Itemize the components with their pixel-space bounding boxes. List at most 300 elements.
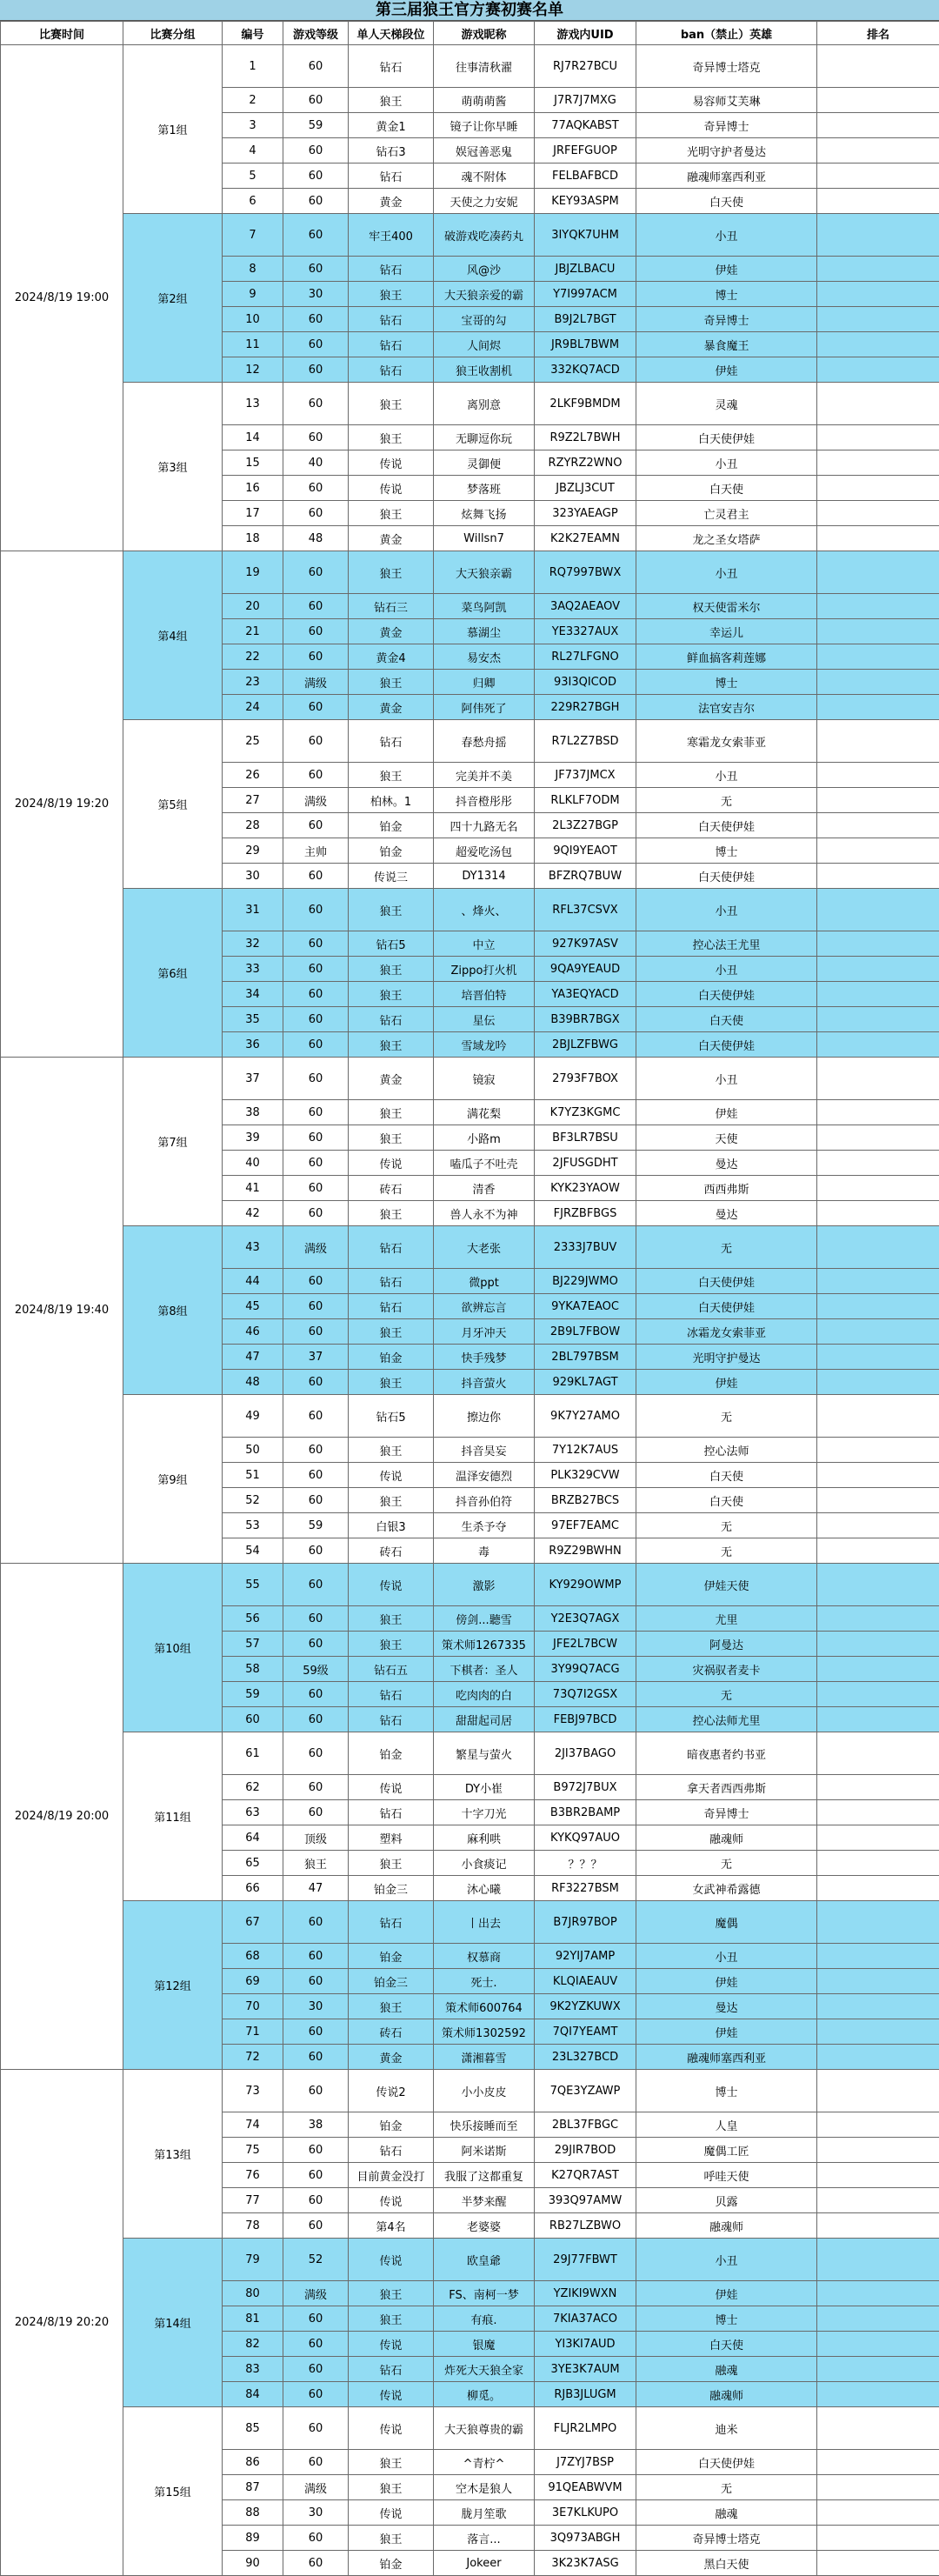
placement-cell [817, 1294, 939, 1319]
rank-cell: 狼王 [349, 1851, 434, 1876]
level-cell: 60 [283, 1632, 349, 1657]
number-cell: 11 [223, 332, 283, 357]
placement-cell [817, 957, 939, 982]
rank-cell: 传说三 [349, 864, 434, 889]
uid-cell: RZYRZ2WNO [535, 450, 636, 476]
placement-cell [817, 526, 939, 551]
placement-cell [817, 763, 939, 788]
ban-hero-cell: 白天使 [636, 1007, 817, 1032]
rank-cell: 钻石 [349, 332, 434, 357]
ban-hero-cell: 白天使 [636, 1488, 817, 1513]
group-cell: 第3组 [123, 383, 223, 551]
placement-cell [817, 1657, 939, 1682]
placement-cell [817, 594, 939, 619]
nickname-cell: Zippo打火机 [434, 957, 535, 982]
ban-hero-cell: 尤里 [636, 1606, 817, 1632]
ban-hero-cell: 融魂师 [636, 2213, 817, 2239]
nickname-cell: 星伝 [434, 1007, 535, 1032]
level-cell: 60 [283, 425, 349, 450]
group-cell: 第11组 [123, 1732, 223, 1901]
nickname-cell: 灵御便 [434, 450, 535, 476]
level-cell: 60 [283, 1151, 349, 1176]
level-cell: 60 [283, 1294, 349, 1319]
group-cell: 第14组 [123, 2239, 223, 2407]
ban-hero-cell: 无 [636, 2475, 817, 2500]
group-cell: 第10组 [123, 1564, 223, 1732]
nickname-cell: 月牙冲天 [434, 1319, 535, 1345]
nickname-cell: 阿伟死了 [434, 695, 535, 720]
ban-hero-cell: 伊娃 [636, 1370, 817, 1395]
placement-cell [817, 1800, 939, 1825]
uid-cell: K27QR7AST [535, 2163, 636, 2188]
rank-cell: 钻石 [349, 45, 434, 88]
placement-cell [817, 1707, 939, 1732]
placement-cell [817, 1876, 939, 1901]
rank-cell: 狼王 [349, 1201, 434, 1226]
rank-cell: 黄金 [349, 2045, 434, 2070]
level-cell: 60 [283, 1732, 349, 1775]
uid-cell: 92YIJ7AMP [535, 1944, 636, 1969]
ban-hero-cell: 融魂师塞西利亚 [636, 164, 817, 189]
level-cell: 60 [283, 257, 349, 282]
ban-hero-cell: 天使 [636, 1125, 817, 1151]
level-cell: 60 [283, 2163, 349, 2188]
rank-cell: 钻石 [349, 1007, 434, 1032]
rank-cell: 狼王 [349, 551, 434, 594]
placement-cell [817, 1606, 939, 1632]
number-cell: 49 [223, 1395, 283, 1438]
ban-hero-cell: 人皇 [636, 2112, 817, 2138]
uid-cell: PLK329CVW [535, 1463, 636, 1488]
number-cell: 73 [223, 2070, 283, 2112]
ban-hero-cell: 伊娃 [636, 257, 817, 282]
number-cell: 48 [223, 1370, 283, 1395]
number-cell: 29 [223, 838, 283, 864]
rank-cell: 钻石三 [349, 594, 434, 619]
placement-cell [817, 2281, 939, 2306]
placement-cell [817, 1269, 939, 1294]
rank-cell: 黄金 [349, 526, 434, 551]
rank-cell: 狼王 [349, 763, 434, 788]
nickname-cell: 魂不附体 [434, 164, 535, 189]
placement-cell [817, 1100, 939, 1125]
group-cell: 第8组 [123, 1226, 223, 1395]
ban-hero-cell: 奇异博士 [636, 1800, 817, 1825]
nickname-cell: 权慕商 [434, 1944, 535, 1969]
uid-cell: JBZLJ3CUT [535, 476, 636, 501]
uid-cell: RF3227BSM [535, 1876, 636, 1901]
nickname-cell: 狼王收割机 [434, 357, 535, 383]
rank-cell: 钻石五 [349, 1657, 434, 1682]
level-cell: 60 [283, 720, 349, 763]
table-row [1, 2070, 939, 2112]
placement-cell [817, 889, 939, 931]
ban-hero-cell: 博士 [636, 838, 817, 864]
nickname-cell: Jokeer [434, 2551, 535, 2576]
nickname-cell: 策术师1302592 [434, 2019, 535, 2045]
placement-cell [817, 501, 939, 526]
nickname-cell: 菜鸟阿凯 [434, 594, 535, 619]
rank-cell: 铂金 [349, 1345, 434, 1370]
level-cell: 60 [283, 357, 349, 383]
level-cell: 60 [283, 1176, 349, 1201]
placement-cell [817, 332, 939, 357]
placement-cell [817, 2332, 939, 2357]
rank-cell: 狼王 [349, 2450, 434, 2475]
nickname-cell: 嗑瓜子不吐壳 [434, 1151, 535, 1176]
number-cell: 45 [223, 1294, 283, 1319]
uid-cell: 927K97ASV [535, 931, 636, 957]
uid-cell: 2JI37BAGO [535, 1732, 636, 1775]
uid-cell: B39BR7BGX [535, 1007, 636, 1032]
uid-cell: 3E7KLKUPO [535, 2500, 636, 2526]
nickname-cell: 微ppt [434, 1269, 535, 1294]
ban-hero-cell: 呼哇天使 [636, 2163, 817, 2188]
uid-cell: 393Q97AMW [535, 2188, 636, 2213]
header-number: 编号 [223, 22, 283, 45]
placement-cell [817, 670, 939, 695]
ban-hero-cell: 小丑 [636, 1058, 817, 1100]
placement-cell [817, 307, 939, 332]
level-cell: 60 [283, 1800, 349, 1825]
number-cell: 56 [223, 1606, 283, 1632]
nickname-cell: 麻利哄 [434, 1825, 535, 1851]
uid-cell: RLKLF7ODM [535, 788, 636, 813]
rank-cell: 钻石 [349, 164, 434, 189]
ban-hero-cell: 白天使 [636, 2332, 817, 2357]
uid-cell: 3Q973ABGH [535, 2526, 636, 2551]
uid-cell: 929KL7AGT [535, 1370, 636, 1395]
level-cell: 60 [283, 1319, 349, 1345]
number-cell: 19 [223, 551, 283, 594]
uid-cell: K7YZ3KGMC [535, 1100, 636, 1125]
rank-cell: 砖石 [349, 1538, 434, 1564]
level-cell: 59 [283, 1513, 349, 1538]
number-cell: 90 [223, 2551, 283, 2576]
number-cell: 54 [223, 1538, 283, 1564]
level-cell: 60 [283, 1682, 349, 1707]
nickname-cell: 阿米诺斯 [434, 2138, 535, 2163]
placement-cell [817, 1201, 939, 1226]
level-cell: 60 [283, 957, 349, 982]
uid-cell: FLJR2LMPO [535, 2407, 636, 2450]
nickname-cell: 傍剑...聽雪 [434, 1606, 535, 1632]
number-cell: 58 [223, 1657, 283, 1682]
level-cell: 60 [283, 594, 349, 619]
nickname-cell: 潇湘暮雪 [434, 2045, 535, 2070]
rank-cell: 传说 [349, 1564, 434, 1606]
placement-cell [817, 88, 939, 113]
level-cell: 满级 [283, 2475, 349, 2500]
number-cell: 76 [223, 2163, 283, 2188]
rank-cell: 铂金 [349, 2551, 434, 2576]
placement-cell [817, 1151, 939, 1176]
ban-hero-cell: 奇异博士塔克 [636, 2526, 817, 2551]
table-row [1, 1732, 939, 1775]
rank-cell: 铂金 [349, 838, 434, 864]
ban-hero-cell: 伊娃 [636, 2019, 817, 2045]
ban-hero-cell: 小丑 [636, 889, 817, 931]
placement-cell [817, 2526, 939, 2551]
level-cell: 38 [283, 2112, 349, 2138]
level-cell: 60 [283, 931, 349, 957]
nickname-cell: 丨出去 [434, 1901, 535, 1944]
placement-cell [817, 2045, 939, 2070]
nickname-cell: ^青柠^ [434, 2450, 535, 2475]
number-cell: 36 [223, 1032, 283, 1058]
level-cell: 60 [283, 1707, 349, 1732]
ban-hero-cell: 灾祸驭者麦卡 [636, 1657, 817, 1682]
number-cell: 35 [223, 1007, 283, 1032]
number-cell: 59 [223, 1682, 283, 1707]
rank-cell: 传说 [349, 476, 434, 501]
number-cell: 1 [223, 45, 283, 88]
level-cell: 48 [283, 526, 349, 551]
number-cell: 50 [223, 1438, 283, 1463]
placement-cell [817, 1370, 939, 1395]
uid-cell: 2LKF9BMDM [535, 383, 636, 425]
uid-cell: 3IYQK7UHM [535, 214, 636, 257]
uid-cell: R9Z29BWHN [535, 1538, 636, 1564]
placement-cell [817, 2070, 939, 2112]
number-cell: 17 [223, 501, 283, 526]
placement-cell [817, 476, 939, 501]
rank-cell: 钻石 [349, 1800, 434, 1825]
number-cell: 25 [223, 720, 283, 763]
number-cell: 66 [223, 1876, 283, 1901]
ban-hero-cell: 伊娃 [636, 1969, 817, 1994]
ban-hero-cell: 控心法王尤里 [636, 931, 817, 957]
uid-cell: 9K2YZKUWX [535, 1994, 636, 2019]
rank-cell: 目前黄金没打 [349, 2163, 434, 2188]
uid-cell: Y2E3Q7AGX [535, 1606, 636, 1632]
uid-cell: BFZRQ7BUW [535, 864, 636, 889]
level-cell: 60 [283, 864, 349, 889]
number-cell: 57 [223, 1632, 283, 1657]
level-cell: 52 [283, 2239, 349, 2281]
rank-cell: 传说 [349, 2407, 434, 2450]
number-cell: 68 [223, 1944, 283, 1969]
nickname-cell: 繁星与萤火 [434, 1732, 535, 1775]
placement-cell [817, 1125, 939, 1151]
rank-cell: 狼王 [349, 670, 434, 695]
placement-cell [817, 1345, 939, 1370]
ban-hero-cell: 无 [636, 1395, 817, 1438]
uid-cell: Y7I997ACM [535, 282, 636, 307]
rank-cell: 钻石 [349, 2357, 434, 2382]
placement-cell [817, 2239, 939, 2281]
number-cell: 26 [223, 763, 283, 788]
number-cell: 69 [223, 1969, 283, 1994]
level-cell: 60 [283, 813, 349, 838]
uid-cell: BRZB27BCS [535, 1488, 636, 1513]
ban-hero-cell: 迪米 [636, 2407, 817, 2450]
nickname-cell: 天使之力安妮 [434, 189, 535, 214]
rank-cell: 黄金1 [349, 113, 434, 138]
number-cell: 33 [223, 957, 283, 982]
ban-hero-cell: 魔偶工匠 [636, 2138, 817, 2163]
table-row [1, 2239, 939, 2281]
ban-hero-cell: 无 [636, 1513, 817, 1538]
table-row [1, 1226, 939, 1269]
level-cell: 60 [283, 1463, 349, 1488]
nickname-cell: 死士. [434, 1969, 535, 1994]
rank-cell: 狼王 [349, 88, 434, 113]
rank-cell: 钻石 [349, 720, 434, 763]
number-cell: 88 [223, 2500, 283, 2526]
uid-cell: 29JIR7BOD [535, 2138, 636, 2163]
placement-cell [817, 1488, 939, 1513]
header-time: 比赛时间 [1, 22, 123, 45]
ban-hero-cell: 奇异博士 [636, 307, 817, 332]
ban-hero-cell: 无 [636, 1682, 817, 1707]
nickname-cell: 完美并不美 [434, 763, 535, 788]
level-cell: 60 [283, 383, 349, 425]
rank-cell: 狼王 [349, 282, 434, 307]
uid-cell: J7R7J7MXG [535, 88, 636, 113]
rank-cell: 砖石 [349, 1176, 434, 1201]
rank-cell: 黄金 [349, 695, 434, 720]
ban-hero-cell: 小丑 [636, 214, 817, 257]
placement-cell [817, 1901, 939, 1944]
rank-cell: 传说 [349, 1463, 434, 1488]
nickname-cell: 策术师1267335 [434, 1632, 535, 1657]
placement-cell [817, 2213, 939, 2239]
table-row [1, 1901, 939, 1944]
number-cell: 78 [223, 2213, 283, 2239]
nickname-cell: 十字刀光 [434, 1800, 535, 1825]
placement-cell [817, 2475, 939, 2500]
nickname-cell: DY1314 [434, 864, 535, 889]
nickname-cell: 老婆婆 [434, 2213, 535, 2239]
nickname-cell: 毒 [434, 1538, 535, 1564]
ban-hero-cell: 白天使 [636, 1463, 817, 1488]
level-cell: 满级 [283, 1226, 349, 1269]
placement-cell [817, 383, 939, 425]
uid-cell: 23L327BCD [535, 2045, 636, 2070]
ban-hero-cell: 伊娃 [636, 2281, 817, 2306]
placement-cell [817, 838, 939, 864]
rank-cell: 传说 [349, 1151, 434, 1176]
rank-cell: 铂金 [349, 1732, 434, 1775]
rank-cell: 狼王 [349, 383, 434, 425]
level-cell: 60 [283, 2450, 349, 2475]
placement-cell [817, 788, 939, 813]
nickname-cell: 大老张 [434, 1226, 535, 1269]
uid-cell: 9QI9YEAOT [535, 838, 636, 864]
rank-cell: 钻石 [349, 257, 434, 282]
rank-cell: 铂金 [349, 2112, 434, 2138]
level-cell: 主帅 [283, 838, 349, 864]
number-cell: 64 [223, 1825, 283, 1851]
level-cell: 60 [283, 763, 349, 788]
match-time-cell: 2024/8/19 19:20 [1, 551, 123, 1058]
uid-cell: 2BL37FBGC [535, 2112, 636, 2138]
ban-hero-cell: 贝露 [636, 2188, 817, 2213]
rank-cell: 牢王400 [349, 214, 434, 257]
rank-cell: 狼王 [349, 2475, 434, 2500]
number-cell: 9 [223, 282, 283, 307]
nickname-cell: 、烽火、 [434, 889, 535, 931]
number-cell: 24 [223, 695, 283, 720]
number-cell: 31 [223, 889, 283, 931]
number-cell: 30 [223, 864, 283, 889]
nickname-cell: 我服了这都重复 [434, 2163, 535, 2188]
rank-cell: 狼王 [349, 1125, 434, 1151]
group-cell: 第2组 [123, 214, 223, 383]
uid-cell: FEBJ97BCD [535, 1707, 636, 1732]
level-cell: 60 [283, 1901, 349, 1944]
header-level: 游戏等级 [283, 22, 349, 45]
level-cell: 60 [283, 1370, 349, 1395]
placement-cell [817, 2112, 939, 2138]
nickname-cell: 慕湖尘 [434, 619, 535, 644]
rank-cell: 狼王 [349, 889, 434, 931]
level-cell: 60 [283, 1201, 349, 1226]
number-cell: 62 [223, 1775, 283, 1800]
nickname-cell: 小路m [434, 1125, 535, 1151]
group-cell: 第15组 [123, 2407, 223, 2576]
level-cell: 60 [283, 2070, 349, 2112]
number-cell: 39 [223, 1125, 283, 1151]
nickname-cell: 镜寂 [434, 1058, 535, 1100]
level-cell: 40 [283, 450, 349, 476]
number-cell: 23 [223, 670, 283, 695]
number-cell: 79 [223, 2239, 283, 2281]
uid-cell: 3YE3K7AUM [535, 2357, 636, 2382]
uid-cell: YA3EQYACD [535, 982, 636, 1007]
level-cell: 60 [283, 2138, 349, 2163]
ban-hero-cell: 西西弗斯 [636, 1176, 817, 1201]
table-row [1, 1395, 939, 1438]
nickname-cell: 半梦来醒 [434, 2188, 535, 2213]
ban-hero-cell: 伊娃 [636, 1100, 817, 1125]
uid-cell: RJ7R27BCU [535, 45, 636, 88]
nickname-cell: 抖音孙伯符 [434, 1488, 535, 1513]
ban-hero-cell: 小丑 [636, 763, 817, 788]
number-cell: 84 [223, 2382, 283, 2407]
level-cell: 60 [283, 2332, 349, 2357]
nickname-cell: 人间烬 [434, 332, 535, 357]
placement-cell [817, 357, 939, 383]
uid-cell: KY929OWMP [535, 1564, 636, 1606]
uid-cell: 2JFUSGDHT [535, 1151, 636, 1176]
level-cell: 59 [283, 113, 349, 138]
nickname-cell: 归卿 [434, 670, 535, 695]
level-cell: 60 [283, 644, 349, 670]
rank-cell: 狼王 [349, 982, 434, 1007]
placement-cell [817, 1463, 939, 1488]
number-cell: 74 [223, 2112, 283, 2138]
placement-cell [817, 695, 939, 720]
placement-cell [817, 2138, 939, 2163]
number-cell: 22 [223, 644, 283, 670]
nickname-cell: 春愁舟摇 [434, 720, 535, 763]
match-time-cell: 2024/8/19 20:00 [1, 1564, 123, 2070]
uid-cell: 2L3Z27BGP [535, 813, 636, 838]
rank-cell: 传说 [349, 2382, 434, 2407]
placement-cell [817, 1538, 939, 1564]
group-cell: 第13组 [123, 2070, 223, 2239]
placement-cell [817, 2450, 939, 2475]
rank-cell: 钻石 [349, 1682, 434, 1707]
rank-cell: 钻石 [349, 1226, 434, 1269]
rank-cell: 狼王 [349, 1632, 434, 1657]
level-cell: 满级 [283, 788, 349, 813]
ban-hero-cell: 博士 [636, 2306, 817, 2332]
placement-cell [817, 2407, 939, 2450]
rank-cell: 钻石 [349, 1901, 434, 1944]
